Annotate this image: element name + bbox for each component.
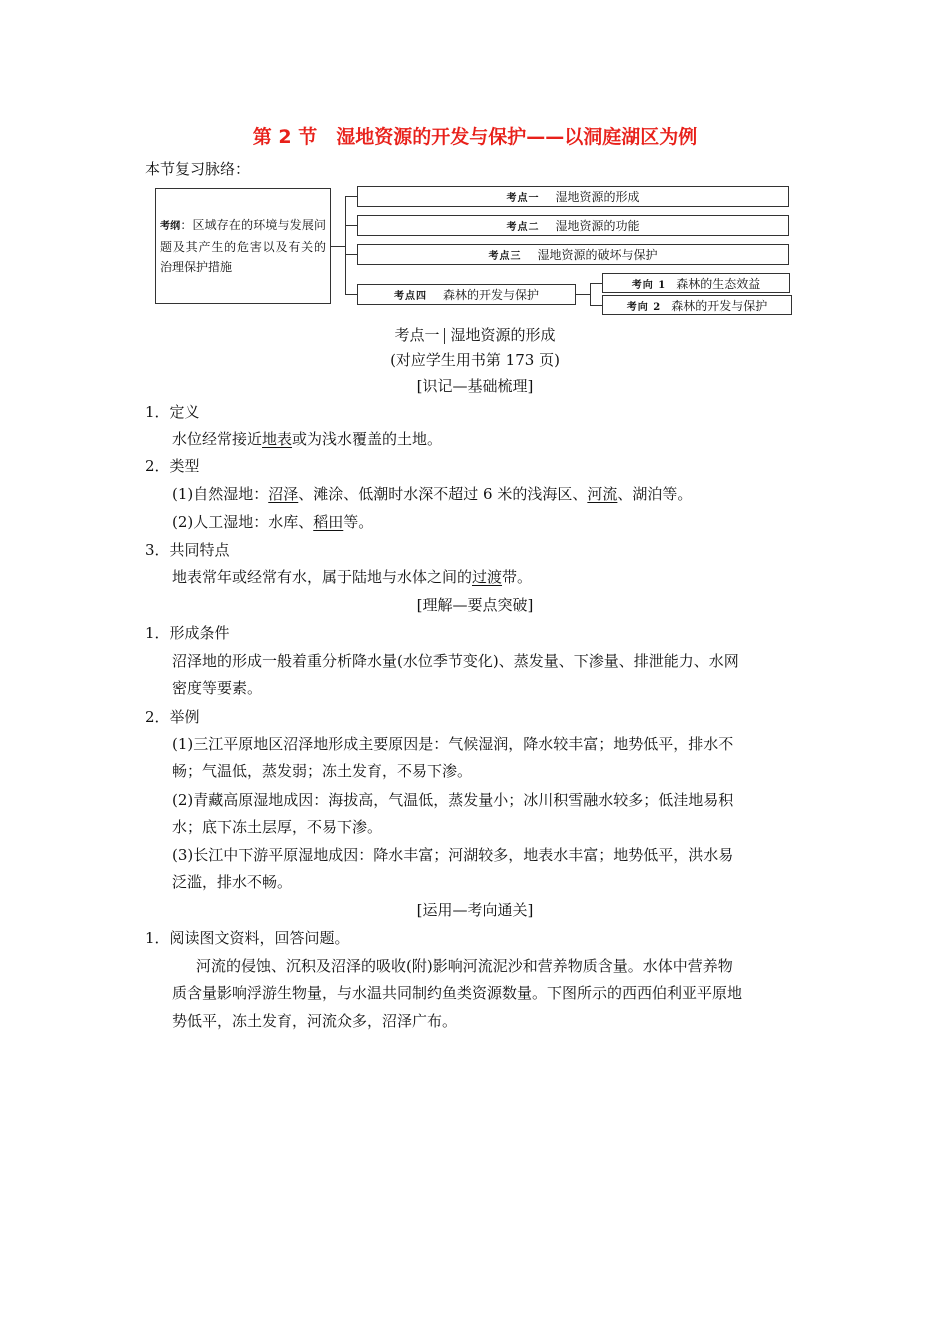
understand-conditions-line-2: 密度等要素。 <box>172 679 263 697</box>
subheading-understand: [理解—要点突破] <box>416 596 534 614</box>
example-1-line-1: (1)三江平原地区沼泽地形成主要原因是：气候湿润，降水较丰富；地势低平，排水不 <box>172 735 734 753</box>
point-box-3 <box>357 244 789 265</box>
text: (1)自然湿地： <box>172 485 269 503</box>
connector-4 <box>345 294 357 295</box>
memo-heading-features: 3．共同特点 <box>145 541 230 559</box>
point-text: 湿地资源的功能 <box>555 219 640 233</box>
connector-sub-trunk <box>590 283 591 305</box>
connector-main <box>331 246 345 247</box>
connector-sub <box>576 294 590 295</box>
connector-trunk <box>345 196 346 294</box>
understand-heading-examples: 2．举例 <box>145 708 200 726</box>
memo-definition <box>172 428 442 449</box>
page-title: 第 2 节 湿地资源的开发与保护——以洞庭湖区为例 <box>252 126 698 148</box>
apply-question-1: 1．阅读图文资料，回答问题。 <box>145 929 350 947</box>
intro-label: 本节复习脉络： <box>145 160 251 178</box>
example-2-line-2: 水；底下冻土层厚，不易下渗。 <box>172 818 383 836</box>
subheading-memorize: [识记—基础梳理] <box>416 377 534 395</box>
direction-label: 考向 1 <box>631 279 667 291</box>
underlined-answer: 地表 <box>262 430 293 448</box>
memo-heading-types: 2．类型 <box>145 457 200 475</box>
point-box-4 <box>357 284 576 305</box>
underlined-answer: 过渡 <box>472 568 503 586</box>
point-label: 考点二 <box>506 222 540 233</box>
example-2-line-1: (2)青藏高原湿地成因：海拔高，气温低，蒸发量小；冰川积雪融水较多；低洼地易积 <box>172 791 734 809</box>
text: 、滩涂、低潮时水深不超过 6 米的浅海区、 <box>298 485 588 503</box>
connector-3 <box>345 254 357 255</box>
point-box-2 <box>357 215 789 236</box>
underlined-answer: 沼泽 <box>268 485 299 503</box>
example-1-line-2: 畅；气温低，蒸发弱；冻土发育，不易下渗。 <box>172 762 473 780</box>
point-label: 考点四 <box>393 291 427 302</box>
point-label: 考点一 <box>506 193 540 204</box>
outline-text: ：区域存在的环境与发展问题及其产生的危害以及有关的治理保护措施 <box>160 218 326 274</box>
point-box-1 <box>357 186 789 207</box>
understand-conditions-line-1: 沼泽地的形成一般着重分析降水量(水位季节变化)、蒸发量、下渗量、排泄能力、水网 <box>172 652 739 670</box>
example-3-line-2: 泛滥，排水不畅。 <box>172 873 293 891</box>
section-heading <box>0 324 950 345</box>
direction-text: 森林的生态效益 <box>676 276 761 291</box>
text: (2)人工湿地：水库、 <box>172 513 314 531</box>
text: 水位经常接近 <box>172 430 263 448</box>
apply-passage-line-3: 势低平，冻土发育，河流众多，沼泽广布。 <box>172 1012 458 1030</box>
text: 等。 <box>343 513 374 531</box>
outline-box <box>155 188 331 304</box>
example-3-line-1: (3)长江中下游平原湿地成因：降水丰富；河湖较多，地表水丰富；地势低平，洪水易 <box>172 846 734 864</box>
point-label: 考点三 <box>488 251 522 262</box>
memo-heading-definition: 1．定义 <box>145 403 200 421</box>
section-heading-label: 考点一 <box>394 326 440 344</box>
text: 、湖泊等。 <box>617 485 693 503</box>
subheading-apply: [运用—考向通关] <box>416 901 534 919</box>
direction-box-1 <box>602 273 790 293</box>
point-text: 湿地资源的形成 <box>555 190 640 204</box>
heading-divider <box>444 328 445 344</box>
outline-label: 考纲 <box>160 221 181 232</box>
connector-1 <box>345 196 357 197</box>
direction-box-2 <box>602 295 792 315</box>
text: 地表常年或经常有水，属于陆地与水体之间的 <box>172 568 473 586</box>
connector-2 <box>345 225 357 226</box>
direction-text: 森林的开发与保护 <box>671 298 768 313</box>
underlined-answer: 河流 <box>587 485 618 503</box>
direction-label: 考向 2 <box>626 301 662 313</box>
text: 或为浅水覆盖的土地。 <box>292 430 443 448</box>
memo-type-artificial <box>172 511 373 532</box>
underlined-answer: 稻田 <box>313 513 344 531</box>
connector-sub-2 <box>590 305 602 306</box>
apply-passage-line-1: 河流的侵蚀、沉积及沼泽的吸收(附)影响河流泥沙和营养物质含量。水体中营养物 <box>196 957 733 975</box>
understand-heading-conditions: 1．形成条件 <box>145 624 230 642</box>
memo-features <box>172 566 532 587</box>
apply-passage-line-2: 质含量影响浮游生物量，与水温共同制约鱼类资源数量。下图所示的西西伯利亚平原地 <box>172 984 743 1002</box>
section-heading-text: 湿地资源的形成 <box>450 326 556 344</box>
memo-type-natural <box>172 483 692 504</box>
text: 带。 <box>502 568 533 586</box>
connector-sub-1 <box>590 283 602 284</box>
point-text: 森林的开发与保护 <box>442 288 539 302</box>
page-reference: (对应学生用书第 173 页) <box>390 351 560 369</box>
point-text: 湿地资源的破坏与保护 <box>537 248 658 262</box>
